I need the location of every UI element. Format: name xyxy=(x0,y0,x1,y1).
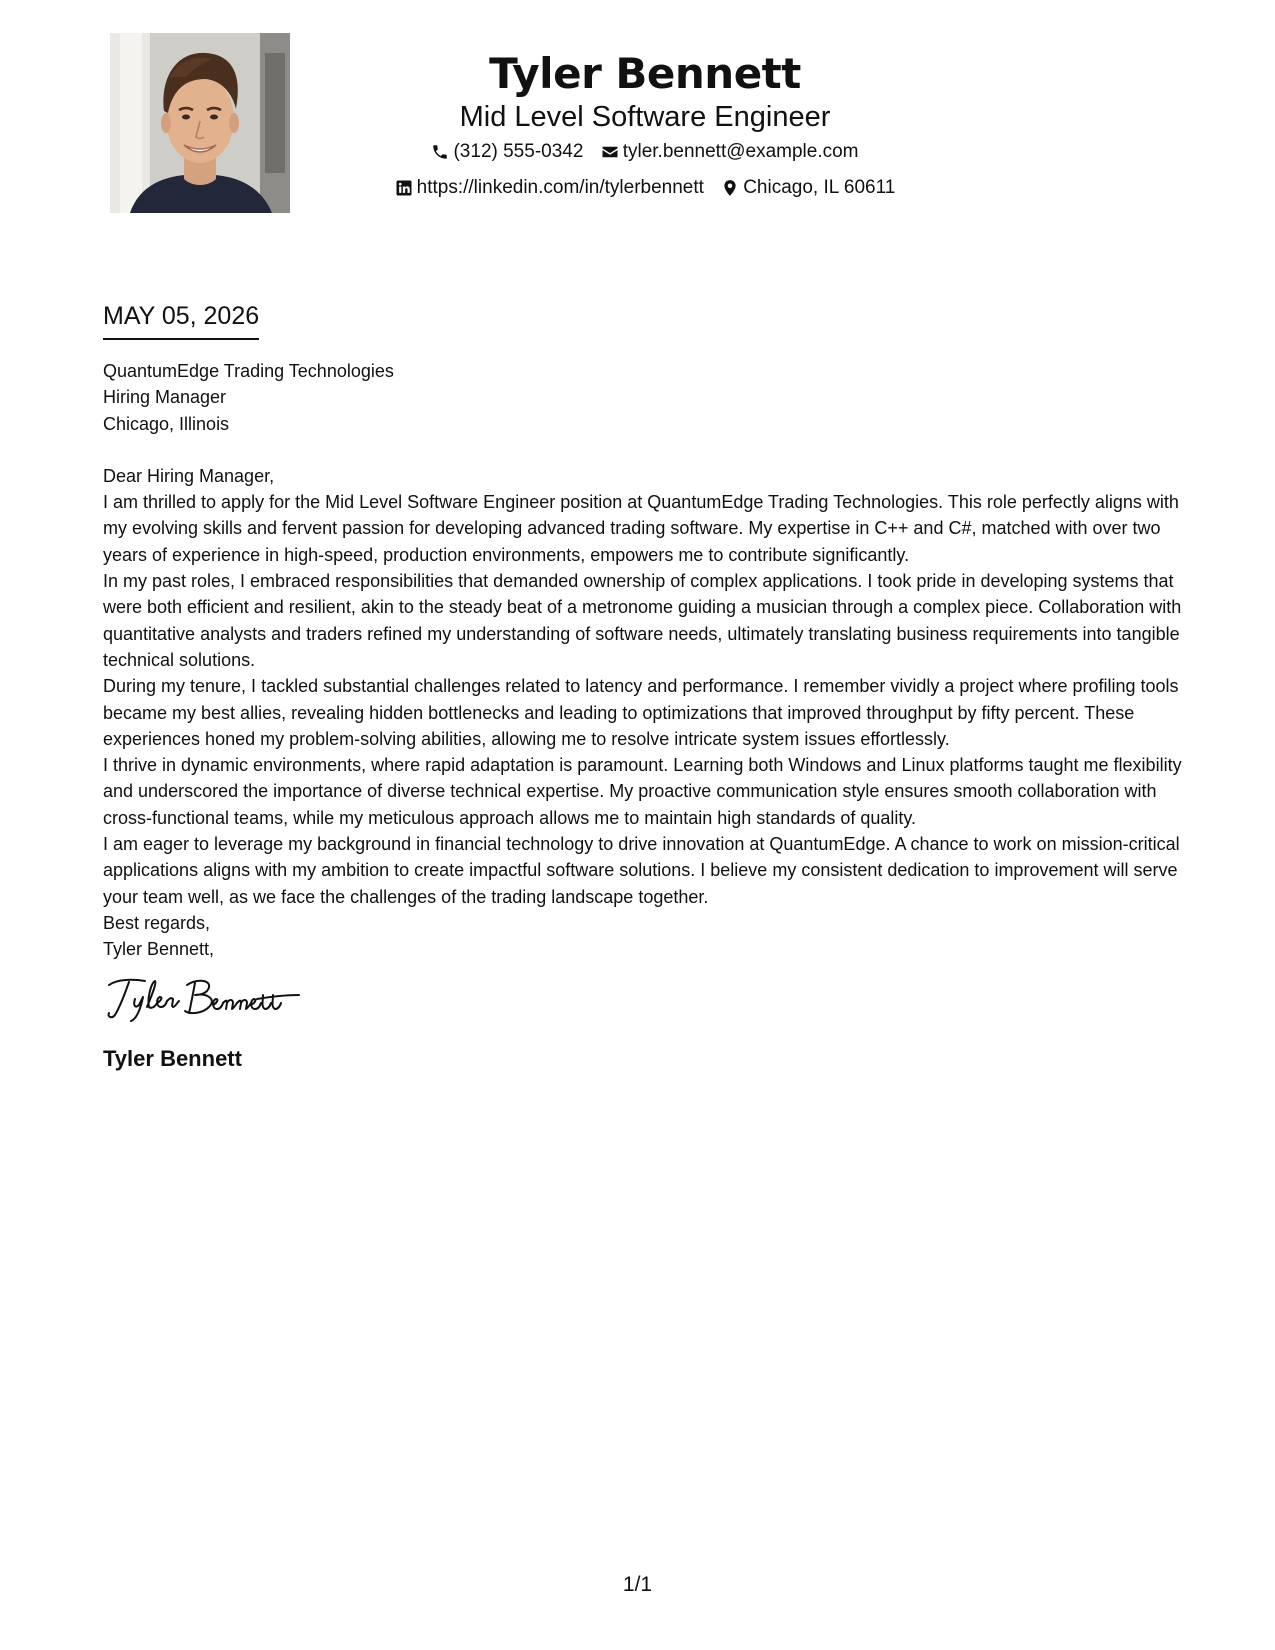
body-paragraph: In my past roles, I embraced responsibilities that demanded ownership of complex applications. I took pride in developing systems that were both efficient and resilient, akin to the steady beat of a metronome guiding a musician through a complex piece. Collaboration with quantitative analysts and traders refined my understanding of software needs, ultimately translating business requirements into tangible technical solutions. xyxy=(103,571,1182,670)
contact-row-secondary xyxy=(310,176,980,204)
body-paragraph: I am eager to leverage my background in financial technology to drive innovation at QuantumEdge. A chance to work on mission-critical applications aligns with my ambition to create impactful software solutions. I believe my consistent dedication to improvement will serve your team well, as we face the challenges of the trading landscape together. xyxy=(103,834,1180,907)
salutation: Dear Hiring Manager, xyxy=(103,465,275,486)
contact-email[interactable] xyxy=(601,140,859,164)
letter-date: MAY 05, 2026 xyxy=(103,300,259,340)
phone-icon xyxy=(431,143,449,161)
letter-date-block xyxy=(103,300,259,340)
phone-text: (312) 555-0342 xyxy=(453,141,584,162)
linkedin-icon xyxy=(395,179,413,197)
contact-phone xyxy=(431,140,583,164)
handwritten-signature xyxy=(103,973,313,1025)
applicant-name: Tyler Bennett xyxy=(489,49,801,98)
letter-body xyxy=(103,358,1183,1073)
page-number: 1/1 xyxy=(622,1573,653,1596)
envelope-icon xyxy=(601,143,619,161)
contact-row-primary xyxy=(310,140,980,168)
recipient-company: QuantumEdge Trading Technologies xyxy=(103,361,394,381)
body-paragraph: I am thrilled to apply for the Mid Level Software Engineer position at QuantumEdge Trading Technologies. This role perfectly aligns with my evolving skills and fervent passion for developing advanced trading software. My expertise in C++ and C#, matched with over two years of experience in high-speed, production environments, empowers me to contribute significantly. xyxy=(103,492,1179,565)
map-pin-icon xyxy=(721,179,739,197)
contact-linkedin[interactable] xyxy=(395,176,704,200)
body-paragraph: I thrive in dynamic environments, where rapid adaptation is paramount. Learning both Windows and Linux platforms taught me flexibility and underscored the importance of diverse technical expertise. My proactive communication style ensures smooth collaboration with cross-functional teams, while my meticulous approach allows me to maintain high standards of quality. xyxy=(103,755,1182,828)
linkedin-text[interactable]: https://linkedin.com/in/tylerbennett xyxy=(416,177,704,198)
signoff-name: Tyler Bennett, xyxy=(103,939,215,960)
resume-header xyxy=(310,46,980,204)
recipient-role: Hiring Manager xyxy=(103,387,227,408)
recipient-block xyxy=(103,358,1183,437)
contact-location xyxy=(721,176,895,200)
recipient-location: Chicago, Illinois xyxy=(103,413,230,434)
body-paragraph: During my tenure, I tackled substantial challenges related to latency and performance. I remember vividly a project where profiling tools became my best allies, revealing hidden bottlenecks and leading to optimizations that improved throughput by fifty percent. These experiences honed my problem-solving abilities, allowing me to resolve intricate system issues effortlessly. xyxy=(103,676,1179,749)
profile-photo xyxy=(110,33,290,213)
closing: Best regards, xyxy=(103,912,211,933)
typed-name: Tyler Bennett xyxy=(103,1045,242,1071)
email-text[interactable]: tyler.bennett@example.com xyxy=(622,141,859,162)
job-title: Mid Level Software Engineer xyxy=(459,101,831,133)
location-text: Chicago, IL 60611 xyxy=(743,177,896,198)
